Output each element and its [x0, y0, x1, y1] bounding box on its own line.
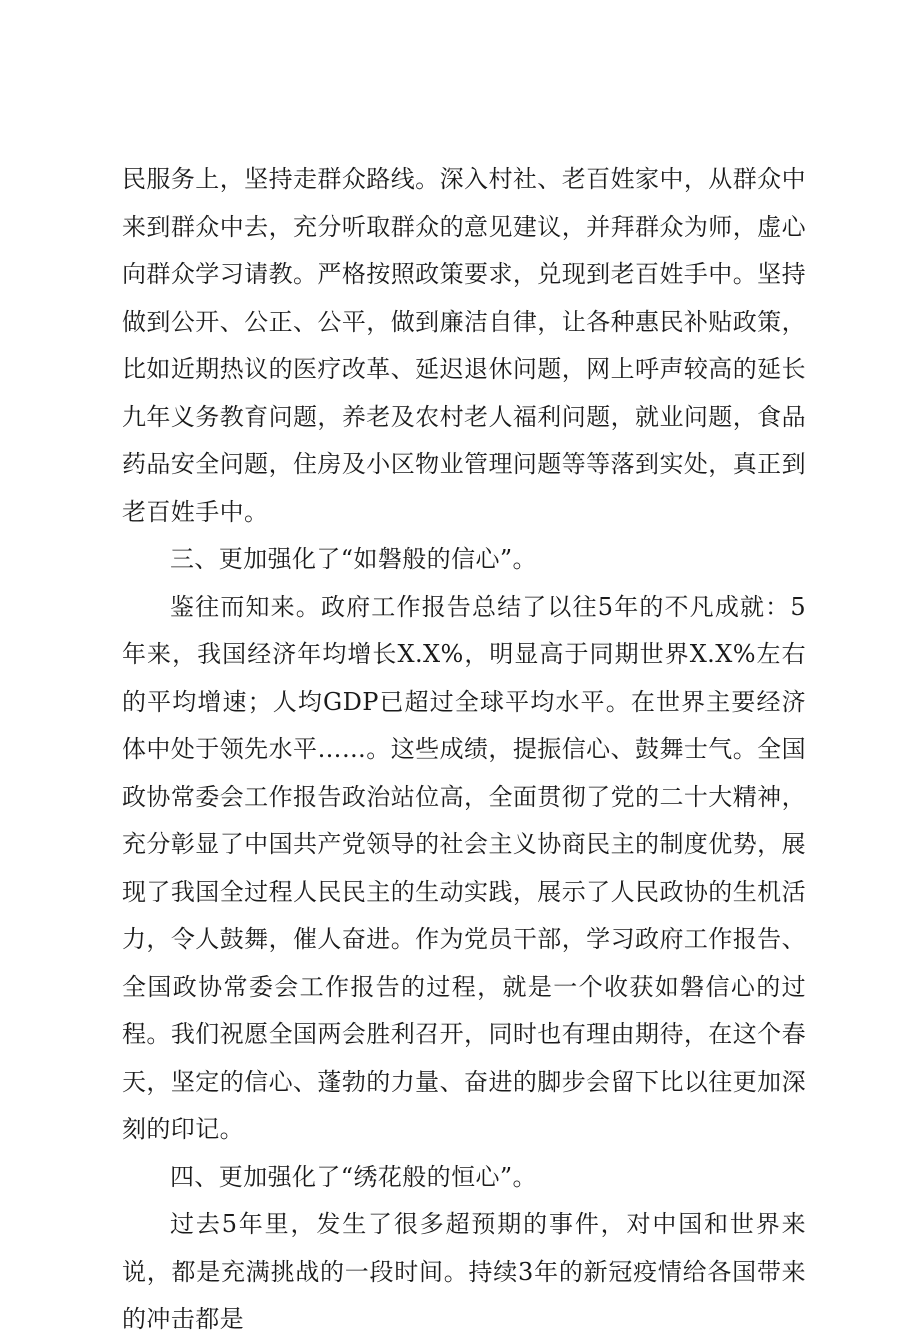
document-body [122, 156, 806, 1344]
section-heading-three: 三、更加强化了“如磐般的信心”。 [170, 545, 537, 573]
paragraph-challenges: 过去5年里，发生了很多超预期的事件，对中国和世界来说，都是充满挑战的一段时间。持续3年的新冠疫情给各国带来的冲击都是 [122, 1210, 806, 1333]
paragraph-confidence: 鉴往而知来。政府工作报告总结了以往5年的不凡成就：5年来，我国经济年均增长X.X%，明显高于同期世界X.X%左右的平均增速；人均GDP已超过全球平均水平。在世界主要经济体中处于领先水平……。这些成绩，提振信心、鼓舞士气。全国政协常委会工作报告政治站位高，全面贯彻了党的二十大精神，充分彰显了中国共产党领导的社会主义协商民主的制度优势，展现了我国全过程人民民主的生动实践，展示了人民政协的生机活力，令人鼓舞，催人奋进。作为党员干部，学习政府工作报告、全国政协常委会工作报告的过程，就是一个收获如磐信心的过程。我们祝愿全国两会胜利召开，同时也有理由期待，在这个春天，坚定的信心、蓬勃的力量、奋进的脚步会留下比以往更加深刻的印记。 [122, 592, 806, 1143]
section-heading-four: 四、更加强化了“绣花般的恒心”。 [170, 1162, 537, 1191]
paragraph-continuation: 民服务上，坚持走群众路线。深入村社、老百姓家中，从群众中来到群众中去，充分听取群众的意见建议，并拜群众为师，虚心向群众学习请教。严格按照政策要求，兑现到老百姓手中。坚持做到公开、公正、公平，做到廉洁自律，让各种惠民补贴政策，比如近期热议的医疗改革、延迟退休问题，网上呼声较高的延长九年义务教育问题，养老及农村老人福利问题，就业问题，食品药品安全问题，住房及小区物业管理问题等等落到实处，真正到老百姓手中。 [122, 165, 806, 526]
